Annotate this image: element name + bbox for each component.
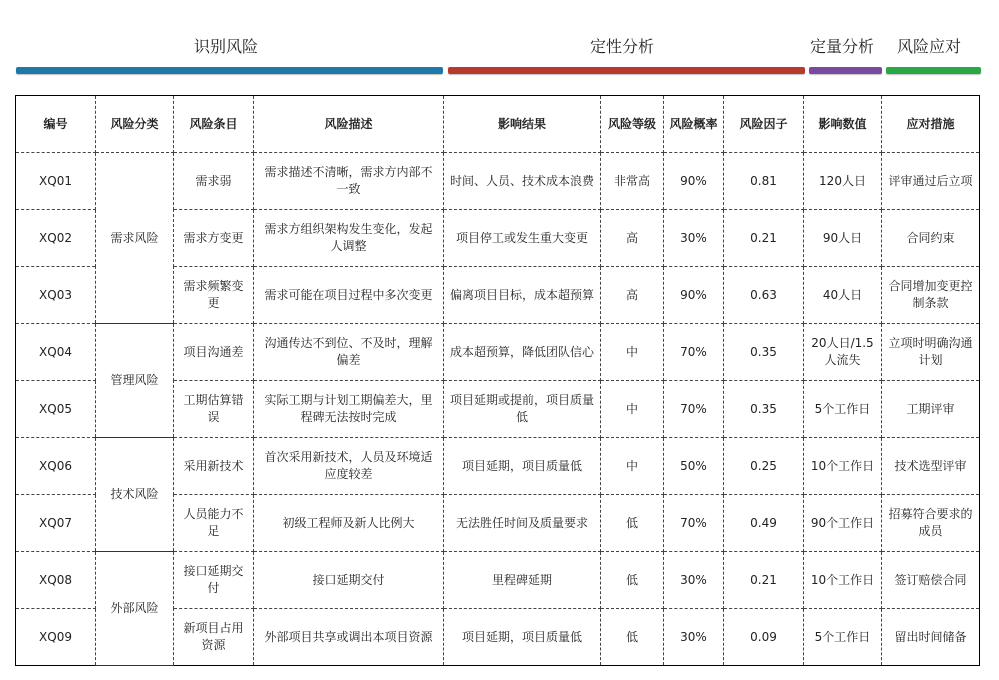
phase-bar-qualitative-analysis xyxy=(448,67,805,74)
cell-category-management: 管理风险 xyxy=(96,324,174,438)
cell-probability: 70% xyxy=(664,381,724,438)
cell-level: 低 xyxy=(601,552,664,609)
cell-item: 接口延期交付 xyxy=(174,552,254,609)
cell-level: 非常高 xyxy=(601,153,664,210)
cell-impact-value: 120人日 xyxy=(804,153,882,210)
table-header-row xyxy=(16,96,980,153)
cell-response: 技术选型评审 xyxy=(882,438,980,495)
table-row xyxy=(16,552,980,609)
cell-item: 新项目占用资源 xyxy=(174,609,254,666)
header-id: 编号 xyxy=(16,96,96,153)
header-impact-value: 影响数值 xyxy=(804,96,882,153)
cell-impact: 项目延期或提前，项目质量低 xyxy=(444,381,601,438)
phase-bar-quantitative-analysis xyxy=(809,67,882,74)
cell-factor: 0.35 xyxy=(724,324,804,381)
cell-category-external: 外部风险 xyxy=(96,552,174,666)
cell-id: XQ02 xyxy=(16,210,96,267)
phase-title-qualitative-analysis: 定性分析 xyxy=(590,37,655,56)
cell-probability: 30% xyxy=(664,552,724,609)
cell-description: 需求描述不清晰，需求方内部不一致 xyxy=(254,153,444,210)
cell-id: XQ07 xyxy=(16,495,96,552)
header-description: 风险描述 xyxy=(254,96,444,153)
cell-response: 工期评审 xyxy=(882,381,980,438)
cell-response: 招募符合要求的成员 xyxy=(882,495,980,552)
cell-description: 需求可能在项目过程中多次变更 xyxy=(254,267,444,324)
cell-id: XQ08 xyxy=(16,552,96,609)
cell-factor: 0.81 xyxy=(724,153,804,210)
cell-factor: 0.25 xyxy=(724,438,804,495)
cell-factor: 0.35 xyxy=(724,381,804,438)
cell-impact: 项目停工或发生重大变更 xyxy=(444,210,601,267)
cell-level: 高 xyxy=(601,210,664,267)
phase-bar-risk-response xyxy=(886,67,981,74)
phase-title-quantitative-analysis: 定量分析 xyxy=(810,37,875,56)
cell-description: 初级工程师及新人比例大 xyxy=(254,495,444,552)
cell-level: 高 xyxy=(601,267,664,324)
cell-description: 接口延期交付 xyxy=(254,552,444,609)
header-impact: 影响结果 xyxy=(444,96,601,153)
table-row xyxy=(16,438,980,495)
cell-factor: 0.21 xyxy=(724,552,804,609)
cell-item: 采用新技术 xyxy=(174,438,254,495)
cell-item: 项目沟通差 xyxy=(174,324,254,381)
cell-factor: 0.49 xyxy=(724,495,804,552)
cell-id: XQ01 xyxy=(16,153,96,210)
cell-impact: 成本超预算，降低团队信心 xyxy=(444,324,601,381)
cell-category-requirement: 需求风险 xyxy=(96,153,174,324)
cell-item: 工期估算错误 xyxy=(174,381,254,438)
cell-category-technical: 技术风险 xyxy=(96,438,174,552)
cell-probability: 90% xyxy=(664,153,724,210)
cell-item: 需求频繁变更 xyxy=(174,267,254,324)
phase-title-identify-risk: 识别风险 xyxy=(194,37,259,56)
cell-id: XQ03 xyxy=(16,267,96,324)
header-level: 风险等级 xyxy=(601,96,664,153)
cell-impact-value: 20人日/1.5人流失 xyxy=(804,324,882,381)
phase-title-risk-response: 风险应对 xyxy=(897,37,962,56)
cell-impact: 时间、人员、技术成本浪费 xyxy=(444,153,601,210)
cell-description: 实际工期与计划工期偏差大，里程碑无法按时完成 xyxy=(254,381,444,438)
cell-description: 首次采用新技术，人员及环境适应度较差 xyxy=(254,438,444,495)
cell-description: 需求方组织架构发生变化，发起人调整 xyxy=(254,210,444,267)
cell-level: 低 xyxy=(601,495,664,552)
cell-level: 低 xyxy=(601,609,664,666)
cell-response: 合同约束 xyxy=(882,210,980,267)
header-response: 应对措施 xyxy=(882,96,980,153)
cell-response: 评审通过后立项 xyxy=(882,153,980,210)
header-factor: 风险因子 xyxy=(724,96,804,153)
cell-probability: 70% xyxy=(664,324,724,381)
cell-probability: 90% xyxy=(664,267,724,324)
cell-impact: 项目延期，项目质量低 xyxy=(444,438,601,495)
cell-response: 立项时明确沟通计划 xyxy=(882,324,980,381)
cell-item: 人员能力不足 xyxy=(174,495,254,552)
cell-response: 签订赔偿合同 xyxy=(882,552,980,609)
cell-id: XQ06 xyxy=(16,438,96,495)
cell-impact-value: 10个工作日 xyxy=(804,438,882,495)
table-row xyxy=(16,324,980,381)
cell-impact-value: 5个工作日 xyxy=(804,609,882,666)
cell-probability: 30% xyxy=(664,609,724,666)
cell-probability: 70% xyxy=(664,495,724,552)
cell-description: 外部项目共享或调出本项目资源 xyxy=(254,609,444,666)
phase-bar-identify-risk xyxy=(16,67,443,74)
cell-impact: 里程碑延期 xyxy=(444,552,601,609)
cell-impact: 偏离项目目标，成本超预算 xyxy=(444,267,601,324)
cell-probability: 50% xyxy=(664,438,724,495)
cell-impact-value: 10个工作日 xyxy=(804,552,882,609)
cell-response: 合同增加变更控制条款 xyxy=(882,267,980,324)
cell-id: XQ04 xyxy=(16,324,96,381)
risk-table xyxy=(15,95,980,666)
header-probability: 风险概率 xyxy=(664,96,724,153)
cell-factor: 0.63 xyxy=(724,267,804,324)
cell-item: 需求方变更 xyxy=(174,210,254,267)
cell-impact-value: 5个工作日 xyxy=(804,381,882,438)
cell-impact-value: 90人日 xyxy=(804,210,882,267)
cell-factor: 0.09 xyxy=(724,609,804,666)
cell-response: 留出时间储备 xyxy=(882,609,980,666)
cell-description: 沟通传达不到位、不及时，理解偏差 xyxy=(254,324,444,381)
cell-id: XQ05 xyxy=(16,381,96,438)
header-item: 风险条目 xyxy=(174,96,254,153)
header-category: 风险分类 xyxy=(96,96,174,153)
cell-level: 中 xyxy=(601,324,664,381)
cell-probability: 30% xyxy=(664,210,724,267)
cell-id: XQ09 xyxy=(16,609,96,666)
cell-impact: 无法胜任时间及质量要求 xyxy=(444,495,601,552)
cell-level: 中 xyxy=(601,381,664,438)
cell-item: 需求弱 xyxy=(174,153,254,210)
cell-impact: 项目延期，项目质量低 xyxy=(444,609,601,666)
cell-impact-value: 90个工作日 xyxy=(804,495,882,552)
table-row xyxy=(16,153,980,210)
cell-factor: 0.21 xyxy=(724,210,804,267)
cell-level: 中 xyxy=(601,438,664,495)
cell-impact-value: 40人日 xyxy=(804,267,882,324)
